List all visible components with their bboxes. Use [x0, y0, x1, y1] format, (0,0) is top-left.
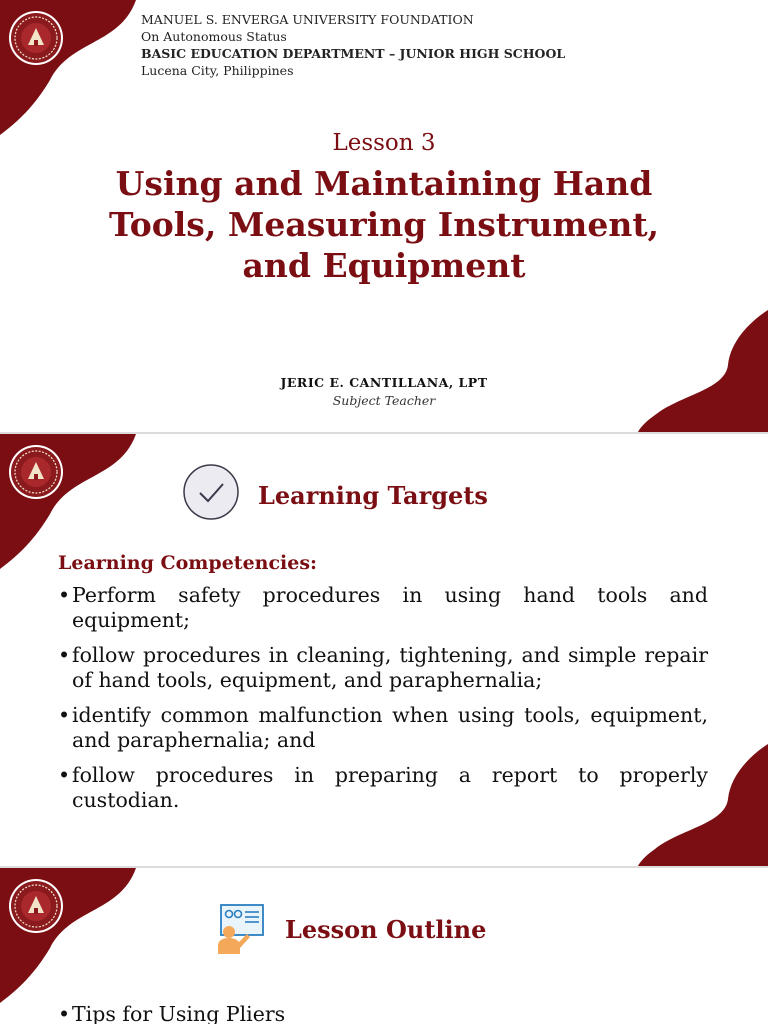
- learning-targets-slide: [0, 434, 768, 866]
- outline-list: [58, 1002, 285, 1024]
- university-seal-icon: [8, 10, 64, 66]
- competencies-label: Learning Competencies:: [58, 552, 318, 574]
- lesson-title-line: Using and Maintaining Hand: [115, 164, 653, 203]
- teacher-role: Subject Teacher: [332, 393, 436, 408]
- university-seal-icon: [8, 444, 64, 500]
- lesson-outline-slide: [0, 868, 768, 1024]
- presenter-board-icon: [215, 902, 267, 954]
- location: Lucena City, Philippines: [141, 63, 294, 78]
- list-item: • Perform safety procedures in using hand tools and equipment;: [58, 583, 708, 633]
- lesson-title-line: Tools, Measuring Instrument,: [108, 205, 660, 244]
- list-item: • Tips for Using Pliers: [58, 1002, 285, 1024]
- slide-title: Lesson Outline: [285, 915, 487, 944]
- lesson-number: Lesson 3: [332, 130, 436, 156]
- competency-list: [58, 583, 708, 823]
- autonomous-status: On Autonomous Status: [141, 29, 287, 44]
- teacher-name: JERIC E. CANTILLANA, LPT: [280, 375, 488, 390]
- maroon-decoration: [0, 868, 768, 1024]
- list-item: • follow procedures in cleaning, tightening, and simple repair of hand tools, equipment, and paraphernalia;: [58, 643, 708, 693]
- lesson-title: [0, 163, 768, 286]
- university-header: [141, 11, 565, 79]
- university-name: MANUEL S. ENVERGA UNIVERSITY FOUNDATION: [141, 12, 474, 27]
- checkmark-circle-icon: [183, 464, 239, 520]
- department-name: BASIC EDUCATION DEPARTMENT – JUNIOR HIGH SCHOOL: [141, 46, 566, 61]
- list-item: • follow procedures in preparing a report to properly custodian.: [58, 763, 708, 813]
- title-slide: [0, 0, 768, 432]
- list-item: • identify common malfunction when using tools, equipment, and paraphernalia; and: [58, 703, 708, 753]
- slide-title: Learning Targets: [258, 481, 488, 510]
- lesson-title-line: and Equipment: [242, 246, 526, 285]
- university-seal-icon: [8, 878, 64, 934]
